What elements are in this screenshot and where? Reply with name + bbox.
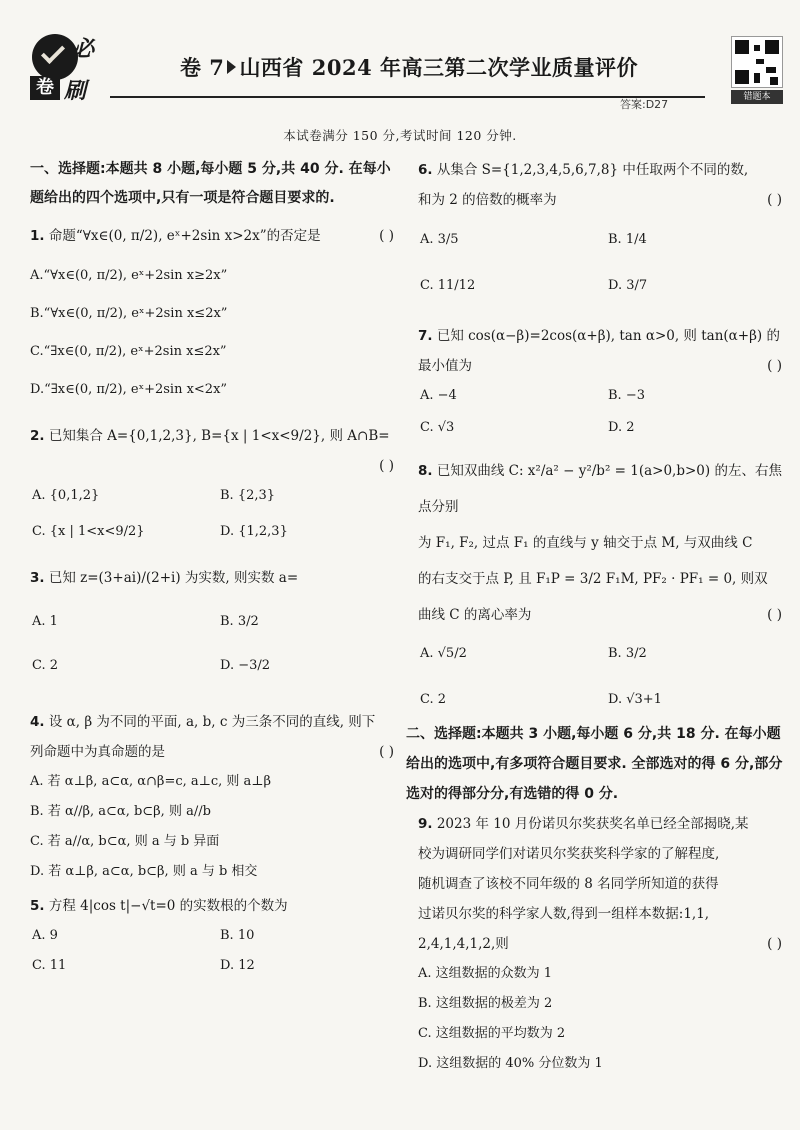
question-1-stem: 命题“∀x∈(0, π/2), eˣ+2sin x>2x”的否定是 — [48, 228, 321, 244]
answer-code: 答案:D27 — [620, 98, 669, 111]
q7-option-d[interactable]: D. 2 — [608, 420, 635, 435]
q4-option-a[interactable]: A. 若 α⊥β, a⊂α, α∩β=c, a⊥c, 则 a⊥β — [30, 774, 272, 789]
q7-option-c[interactable]: C. √3 — [420, 420, 455, 435]
brand-logo — [28, 28, 106, 104]
q9-option-c[interactable]: C. 这组数据的平均数为 2 — [418, 1026, 566, 1041]
q5-option-d[interactable]: D. 12 — [220, 958, 255, 973]
q8-option-d[interactable]: D. √3+1 — [608, 692, 662, 707]
q9-option-d[interactable]: D. 这组数据的 40% 分位数为 1 — [418, 1056, 603, 1071]
q4-option-c[interactable]: C. 若 a//α, b⊂α, 则 a 与 b 异面 — [30, 834, 220, 849]
q2-option-d[interactable]: D. {1,2,3} — [220, 524, 288, 539]
q2-option-c[interactable]: C. {x | 1<x<9/2} — [32, 524, 145, 539]
q7-option-b[interactable]: B. −3 — [608, 388, 645, 403]
answer-blank[interactable]: ( ) — [379, 744, 394, 760]
question-9-line-5 — [418, 929, 786, 959]
q3-options-row-1 — [30, 607, 398, 651]
section-2-heading: 二、选择题:本题共 3 小题,每小题 6 分,共 18 分. 在每小题给出的选项中,有多项符合题目要求. 全部选对的得 6 分,部分选对的得部分分,有选错的得 0 分. — [406, 726, 783, 802]
right-column — [406, 155, 786, 1079]
logo-char-top: 必 — [72, 37, 95, 62]
question-1: 1. 命题“∀x∈(0, π/2), eˣ+2sin x>2x”的否定是 ( ) — [30, 221, 398, 251]
question-6-stem-1: 从集合 S={1,2,3,4,5,6,7,8} 中任取两个不同的数, — [436, 162, 749, 178]
answer-blank[interactable]: ( ) — [379, 458, 394, 474]
q7-option-a[interactable]: A. −4 — [420, 388, 457, 403]
question-8-line-3: 的右支交于点 P, 且 F₁P = 3/2 F₁M, PF₂ · PF₁ = 0, 则双 — [418, 571, 768, 587]
question-4-stem-1: 设 α, β 为不同的平面, a, b, c 为三条不同的直线, 则下 — [48, 714, 376, 730]
triangle-icon — [227, 60, 236, 74]
q3-option-c[interactable]: C. 2 — [32, 658, 59, 673]
q3-options-row-2 — [30, 651, 398, 695]
title-text: 山西省 2024 年高三第二次学业质量评价 — [239, 55, 639, 80]
q4-option-b[interactable]: B. 若 α//β, a⊂α, b⊂β, 则 a//b — [30, 804, 211, 819]
question-9-stem-5: 2,4,1,4,1,2,则 — [418, 936, 509, 952]
q5-option-c[interactable]: C. 11 — [32, 958, 67, 973]
q8-options-row-2 — [418, 685, 786, 719]
question-8-stem-4: 曲线 C 的离心率为 — [418, 607, 532, 623]
q8-options-row-1 — [418, 639, 786, 685]
question-9-line-3: 随机调查了该校不同年级的 8 名同学所知道的获得 — [418, 876, 719, 892]
question-7-line-2 — [418, 351, 786, 381]
question-5-stem: 方程 4|cos t|−√t=0 的实数根的个数为 — [48, 898, 288, 914]
question-7-stem-2: 最小值为 — [418, 358, 472, 374]
question-9-line-4: 过诺贝尔奖的科学家人数,得到一组样本数据:1,1, — [418, 906, 710, 922]
q5-options-row-2 — [30, 951, 398, 981]
q3-option-d[interactable]: D. −3/2 — [220, 658, 271, 673]
q5-option-b[interactable]: B. 10 — [220, 928, 255, 943]
q1-option-b[interactable]: B.“∀x∈(0, π/2), eˣ+2sin x≤2x” — [30, 306, 228, 321]
title-bar — [110, 46, 705, 98]
q2-options-row-1 — [30, 481, 398, 517]
question-8-line-2: 为 F₁, F₂, 过点 F₁ 的直线与 y 轴交于点 M, 与双曲线 C — [418, 535, 753, 551]
q4-option-d[interactable]: D. 若 α⊥β, a⊂α, b⊂β, 则 a 与 b 相交 — [30, 864, 258, 879]
q5-options-row-1 — [30, 921, 398, 951]
qr-label: 错题本 — [731, 90, 783, 104]
question-6: 6. 从集合 S={1,2,3,4,5,6,7,8} 中任取两个不同的数, — [418, 162, 749, 178]
section-1-heading: 一、选择题:本题共 8 小题,每小题 5 分,共 40 分. 在每小题给出的四个选项中,只有一项是符合题目要求的. — [30, 161, 391, 206]
question-2-stem: 已知集合 A={0,1,2,3}, B={x | 1<x<9/2}, 则 A∩B= — [48, 428, 390, 444]
q2-options-row-2 — [30, 517, 398, 553]
question-4-stem-2: 列命题中为真命题的是 — [30, 744, 165, 760]
question-9: 9. 2023 年 10 月份诺贝尔奖获奖名单已经全部揭晓,某 — [418, 816, 749, 832]
q7-options-row-1 — [418, 381, 786, 413]
question-7-stem-1: 已知 cos(α−β)=2cos(α+β), tan α>0, 则 tan(α+β) 的 — [436, 328, 780, 344]
logo-char-left: 卷 — [30, 76, 60, 100]
q9-option-b[interactable]: B. 这组数据的极差为 2 — [418, 996, 553, 1011]
question-5: 5. 方程 4|cos t|−√t=0 的实数根的个数为 — [30, 898, 288, 914]
question-4: 4. 设 α, β 为不同的平面, a, b, c 为三条不同的直线, 则下 — [30, 714, 376, 730]
q3-option-b[interactable]: B. 3/2 — [220, 614, 259, 629]
question-7: 7. 已知 cos(α−β)=2cos(α+β), tan α>0, 则 tan(α+β) 的 — [418, 328, 780, 344]
q2-option-a[interactable]: A. {0,1,2} — [32, 488, 100, 503]
q6-options-row-1 — [418, 225, 786, 271]
answer-blank[interactable]: ( ) — [767, 607, 782, 623]
question-9-line-2: 校为调研同学们对诺贝尔奖获奖科学家的了解程度, — [418, 846, 720, 862]
q6-option-a[interactable]: A. 3/5 — [420, 232, 459, 247]
question-3-stem: 已知 z=(3+ai)/(2+i) 为实数, 则实数 a= — [48, 570, 299, 586]
left-column — [30, 155, 398, 981]
question-2: 2. 已知集合 A={0,1,2,3}, B={x | 1<x<9/2}, 则 A∩B= — [30, 428, 390, 444]
page-title — [180, 52, 638, 82]
q6-option-c[interactable]: C. 11/12 — [420, 278, 476, 293]
q6-options-row-2 — [418, 271, 786, 317]
q6-option-b[interactable]: B. 1/4 — [608, 232, 647, 247]
answer-blank[interactable]: ( ) — [379, 228, 394, 244]
q1-option-c[interactable]: C.“∃x∈(0, π/2), eˣ+2sin x≤2x” — [30, 344, 227, 359]
question-3: 3. 已知 z=(3+ai)/(2+i) 为实数, 则实数 a= — [30, 570, 299, 586]
question-8-line-4 — [418, 597, 786, 633]
q2-option-b[interactable]: B. {2,3} — [220, 488, 276, 503]
question-6-stem-2: 和为 2 的倍数的概率为 — [418, 192, 557, 208]
question-6-line-2 — [418, 185, 786, 215]
q3-option-a[interactable]: A. 1 — [32, 614, 58, 629]
question-4-line-2 — [30, 737, 398, 767]
q7-options-row-2 — [418, 413, 786, 445]
answer-blank[interactable]: ( ) — [767, 192, 782, 208]
q1-option-d[interactable]: D.“∃x∈(0, π/2), eˣ+2sin x<2x” — [30, 382, 228, 397]
q9-option-a[interactable]: A. 这组数据的众数为 1 — [418, 966, 553, 981]
answer-blank[interactable]: ( ) — [767, 936, 782, 952]
question-8: 8. 已知双曲线 C: x²/a² − y²/b² = 1(a>0,b>0) 的左、右焦点分别 — [418, 463, 782, 515]
qr-code-icon[interactable] — [731, 36, 783, 88]
question-8-stem-1: 已知双曲线 C: x²/a² − y²/b² = 1(a>0,b>0) 的左、右焦点分别 — [418, 463, 782, 515]
q8-option-c[interactable]: C. 2 — [420, 692, 447, 707]
logo-char-right: 刷 — [64, 79, 87, 104]
q5-option-a[interactable]: A. 9 — [32, 928, 58, 943]
q1-option-a[interactable]: A.“∀x∈(0, π/2), eˣ+2sin x≥2x” — [30, 268, 228, 283]
exam-notice: 本试卷满分 150 分,考试时间 120 分钟. — [283, 128, 517, 143]
title-volume: 卷 7 — [180, 55, 225, 80]
q6-option-d[interactable]: D. 3/7 — [608, 278, 648, 293]
answer-blank[interactable]: ( ) — [767, 358, 782, 374]
page-header — [0, 0, 800, 110]
question-9-stem-1: 2023 年 10 月份诺贝尔奖获奖名单已经全部揭晓,某 — [436, 816, 749, 832]
q2-paren-row — [30, 451, 398, 481]
q8-option-a[interactable]: A. √5/2 — [420, 646, 467, 661]
q8-option-b[interactable]: B. 3/2 — [608, 646, 647, 661]
